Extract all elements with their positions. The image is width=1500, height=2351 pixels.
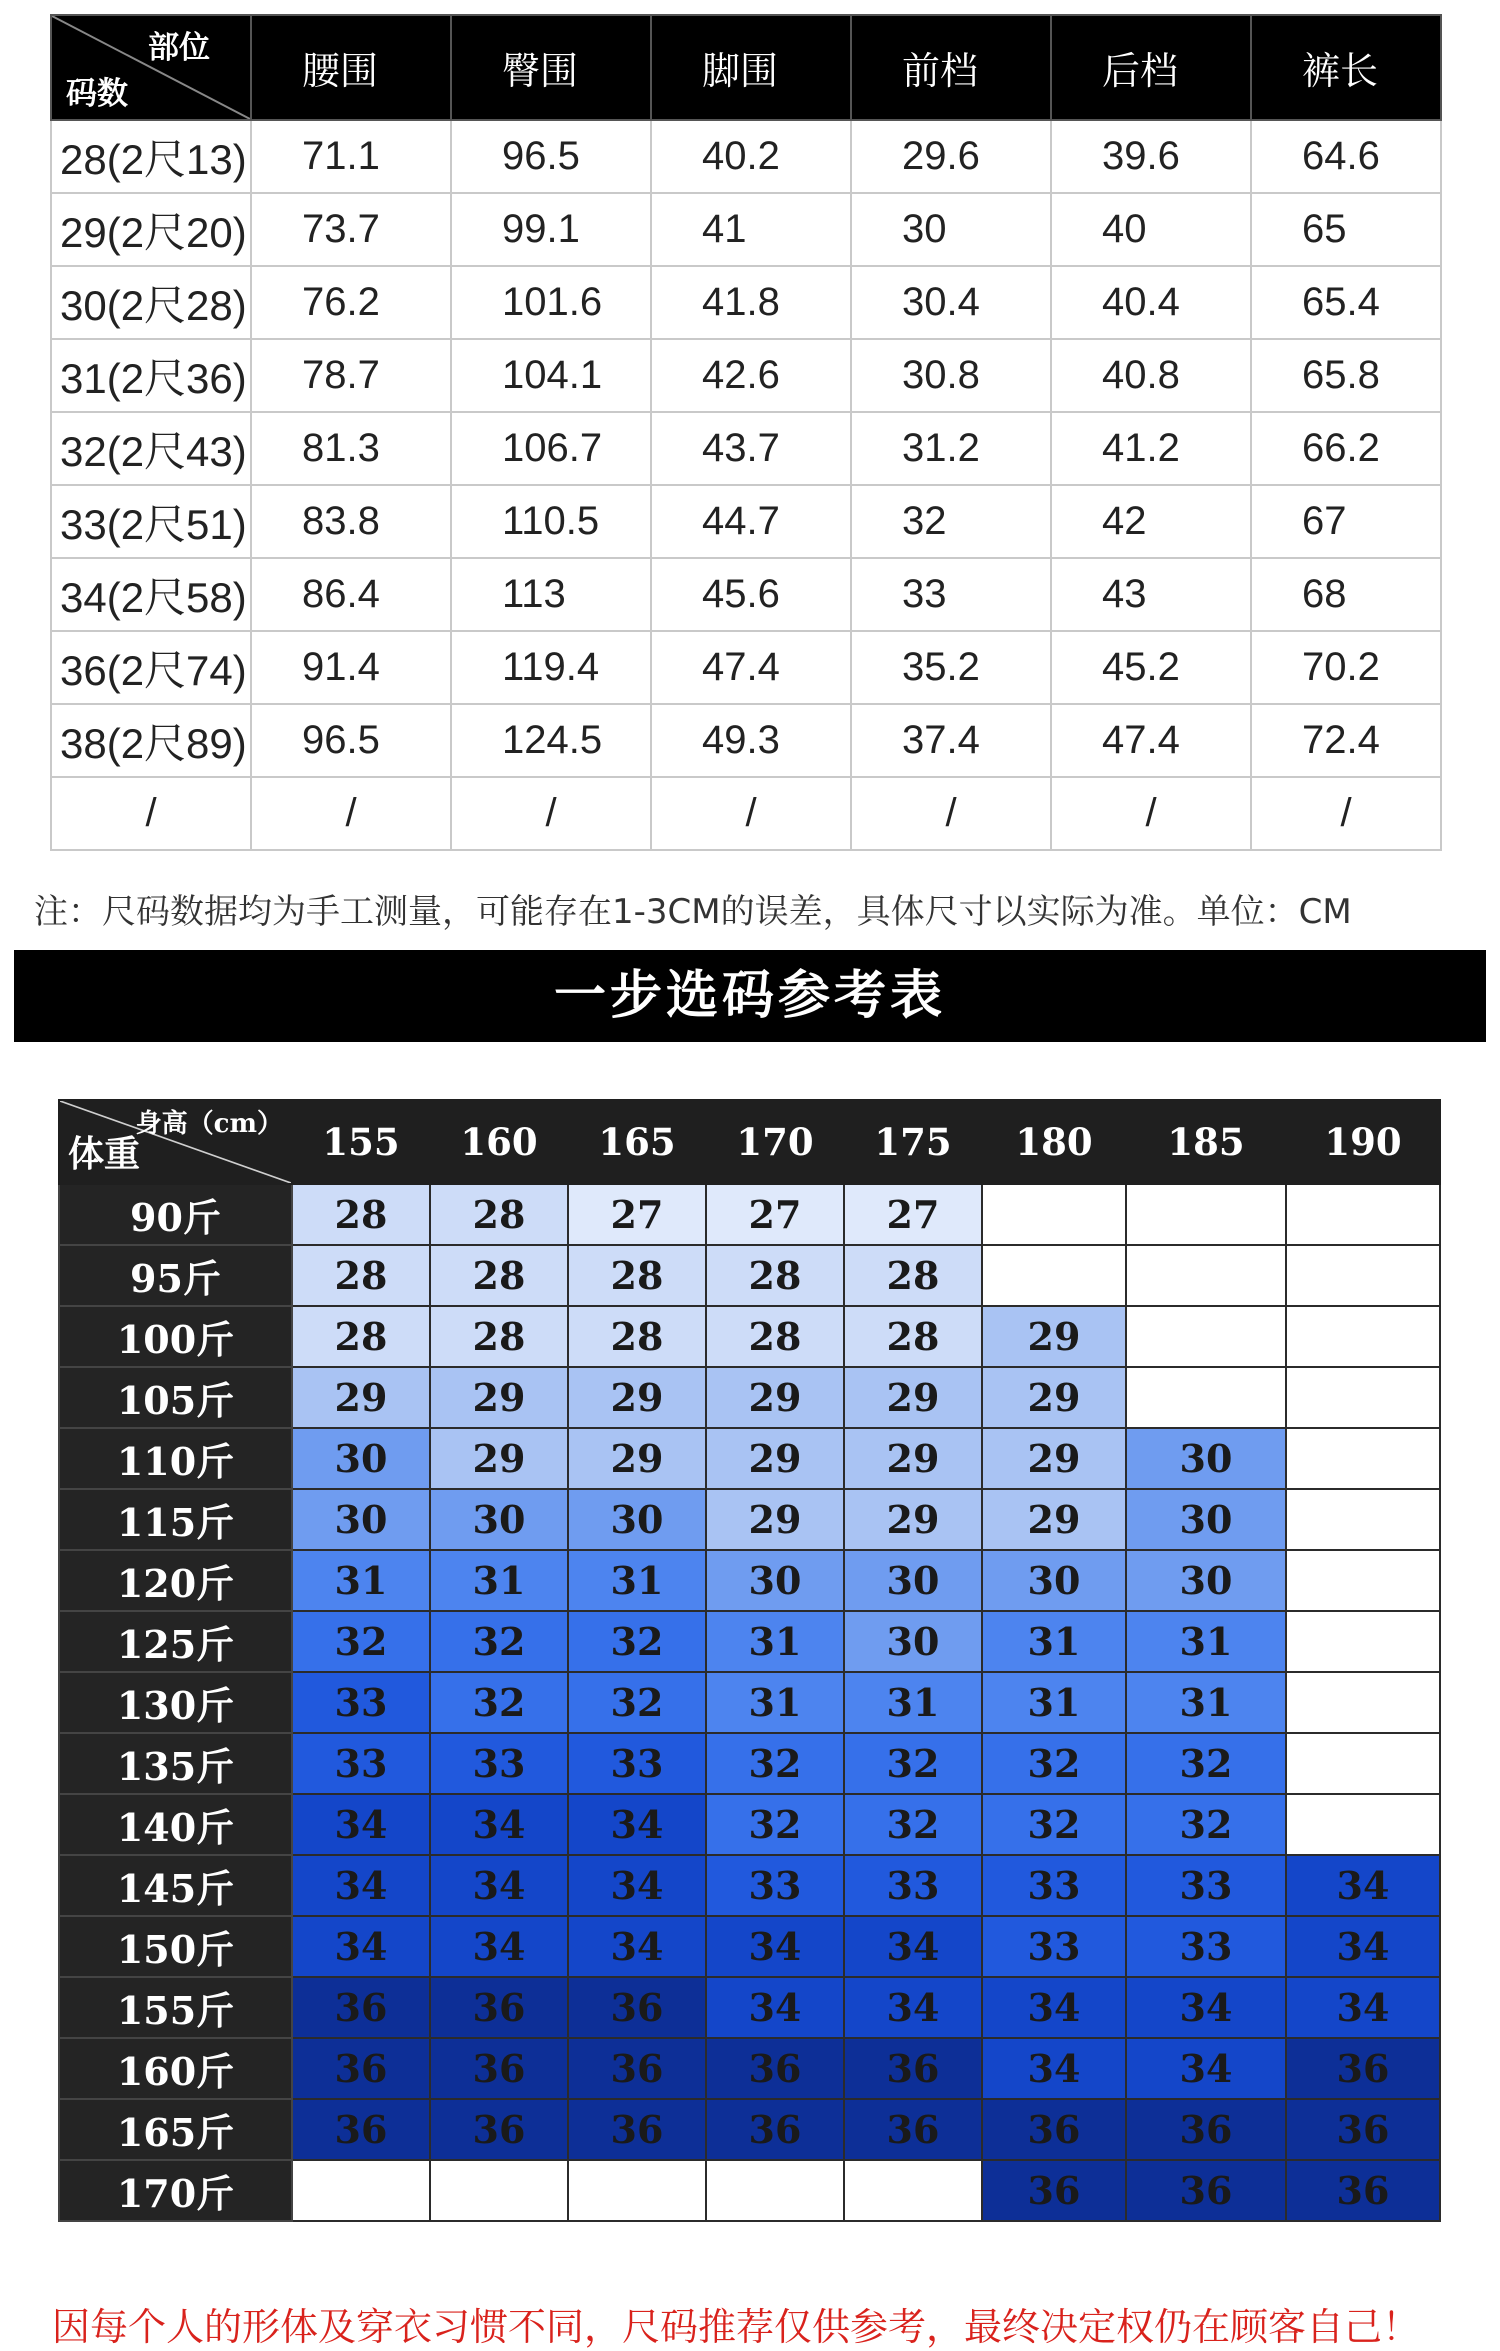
table-row — [59, 2099, 1440, 2160]
size-cell: 36 — [1126, 2160, 1286, 2221]
size-cell: 34 — [1286, 1855, 1440, 1916]
size-cell: 31 — [706, 1611, 844, 1672]
size-cell: 28 — [568, 1306, 706, 1367]
size-cell: 29 — [982, 1367, 1126, 1428]
size-cell: 34 — [430, 1916, 568, 1977]
table-row — [59, 1367, 1440, 1428]
measurement-cell: 124.5 — [451, 704, 651, 777]
measurement-cell: 96.5 — [251, 704, 451, 777]
measurement-cell: 43 — [1051, 558, 1251, 631]
size-cell: 30 — [982, 1550, 1126, 1611]
size-cell: 29 — [982, 1306, 1126, 1367]
height-header: 175 — [844, 1100, 982, 1184]
measurement-cell: 65 — [1251, 193, 1441, 266]
size-label: 38(2尺89) — [51, 704, 251, 777]
size-cell: 29 — [706, 1489, 844, 1550]
empty-cell — [1286, 1245, 1440, 1306]
size-cell: 30 — [844, 1550, 982, 1611]
size-cell: 36 — [706, 2099, 844, 2160]
table-row — [51, 120, 1441, 193]
empty-cell — [1286, 1489, 1440, 1550]
size-cell: 34 — [844, 1916, 982, 1977]
size-cell: 28 — [844, 1245, 982, 1306]
measurement-cell: 33 — [851, 558, 1051, 631]
size-recommendation-table — [58, 1099, 1441, 2222]
empty-cell — [1286, 1184, 1440, 1245]
size-cell: 32 — [292, 1611, 430, 1672]
weight-axis-label: 体重 — [68, 1133, 141, 1175]
size-cell: 30 — [706, 1550, 844, 1611]
empty-cell — [292, 2160, 430, 2221]
size-cell: 29 — [982, 1428, 1126, 1489]
height-header: 185 — [1126, 1100, 1286, 1184]
size-cell: 36 — [292, 2099, 430, 2160]
size-cell: 36 — [430, 2099, 568, 2160]
size-cell: 31 — [1126, 1672, 1286, 1733]
weight-label: 140斤 — [59, 1794, 292, 1855]
measurement-cell: 30.8 — [851, 339, 1051, 412]
measurement-cell: 71.1 — [251, 120, 451, 193]
measurement-cell: 67 — [1251, 485, 1441, 558]
table-row — [51, 412, 1441, 485]
empty-cell — [1286, 1550, 1440, 1611]
empty-cell — [568, 2160, 706, 2221]
size-cell: 29 — [706, 1428, 844, 1489]
size-label: 36(2尺74) — [51, 631, 251, 704]
measurement-cell: 40.8 — [1051, 339, 1251, 412]
empty-cell — [706, 2160, 844, 2221]
size-cell: 32 — [706, 1794, 844, 1855]
measurement-cell: 30 — [851, 193, 1051, 266]
table-row — [59, 1184, 1440, 1245]
measurement-cell: 41.2 — [1051, 412, 1251, 485]
measurement-cell: 37.4 — [851, 704, 1051, 777]
measurement-note: 注：尺码数据均为手工测量，可能存在1-3CM的误差，具体尺寸以实际为准。单位：CM — [34, 892, 1352, 932]
measurement-cell: 72.4 — [1251, 704, 1441, 777]
size-cell: 34 — [706, 1977, 844, 2038]
size-label: 30(2尺28) — [51, 266, 251, 339]
size-cell: 36 — [706, 2038, 844, 2099]
measurement-cell: 47.4 — [1051, 704, 1251, 777]
weight-label: 135斤 — [59, 1733, 292, 1794]
measurement-cell: 31.2 — [851, 412, 1051, 485]
header-corner-top: 部位 — [148, 30, 210, 65]
size-cell: 32 — [568, 1672, 706, 1733]
empty-cell — [1126, 1184, 1286, 1245]
measurement-cell: 41 — [651, 193, 851, 266]
weight-label: 110斤 — [59, 1428, 292, 1489]
size-cell: 30 — [292, 1428, 430, 1489]
size-cell: 28 — [706, 1245, 844, 1306]
empty-cell — [1286, 1611, 1440, 1672]
column-header: 脚围 — [651, 15, 851, 120]
measurement-cell: / — [851, 777, 1051, 850]
size-cell: 36 — [1126, 2099, 1286, 2160]
measurement-cell: 49.3 — [651, 704, 851, 777]
size-cell: 36 — [430, 1977, 568, 2038]
size-cell: 34 — [430, 1855, 568, 1916]
column-header: 后档 — [1051, 15, 1251, 120]
measurement-cell: 113 — [451, 558, 651, 631]
measurement-cell: 45.2 — [1051, 631, 1251, 704]
measurement-cell: 44.7 — [651, 485, 851, 558]
size-cell: 34 — [1126, 2038, 1286, 2099]
size-cell: 36 — [844, 2038, 982, 2099]
size-cell: 29 — [292, 1367, 430, 1428]
measurement-cell: 104.1 — [451, 339, 651, 412]
size-label: 32(2尺43) — [51, 412, 251, 485]
measurement-cell: 119.4 — [451, 631, 651, 704]
size-cell: 34 — [568, 1855, 706, 1916]
table-row — [59, 1245, 1440, 1306]
size-cell: 31 — [982, 1611, 1126, 1672]
size-cell: 31 — [292, 1550, 430, 1611]
size-cell: 28 — [430, 1245, 568, 1306]
weight-label: 155斤 — [59, 1977, 292, 2038]
size-cell: 33 — [430, 1733, 568, 1794]
empty-cell — [982, 1245, 1126, 1306]
measurement-cell: 29.6 — [851, 120, 1051, 193]
header-corner-cell — [51, 15, 251, 120]
size-label: / — [51, 777, 251, 850]
header-corner-bottom: 码数 — [66, 76, 128, 111]
size-cell: 34 — [568, 1794, 706, 1855]
size-cell: 36 — [568, 2099, 706, 2160]
measurement-cell: 32 — [851, 485, 1051, 558]
measurement-cell: 68 — [1251, 558, 1441, 631]
size-cell: 32 — [844, 1794, 982, 1855]
weight-label: 95斤 — [59, 1245, 292, 1306]
size-cell: 28 — [706, 1306, 844, 1367]
table-row — [59, 2038, 1440, 2099]
measurement-cell: 73.7 — [251, 193, 451, 266]
empty-cell — [1286, 1794, 1440, 1855]
size-cell: 30 — [1126, 1428, 1286, 1489]
measurement-cell: 65.8 — [1251, 339, 1441, 412]
empty-cell — [982, 1184, 1126, 1245]
size-cell: 32 — [982, 1733, 1126, 1794]
table-row — [51, 485, 1441, 558]
table-row — [59, 1672, 1440, 1733]
table-row — [51, 193, 1441, 266]
measurement-cell: 41.8 — [651, 266, 851, 339]
size-cell: 31 — [568, 1550, 706, 1611]
size-cell: 36 — [568, 1977, 706, 2038]
size-cell: 33 — [844, 1855, 982, 1916]
disclaimer-note: 因每个人的形体及穿衣习惯不同，尺码推荐仅供参考，最终决定权仍在顾客自己！ — [52, 2305, 1421, 2349]
size-cell: 32 — [568, 1611, 706, 1672]
size-cell: 30 — [568, 1489, 706, 1550]
weight-label: 165斤 — [59, 2099, 292, 2160]
size-cell: 28 — [430, 1184, 568, 1245]
measurement-cell: 30.4 — [851, 266, 1051, 339]
size-cell: 34 — [292, 1916, 430, 1977]
size-cell: 34 — [292, 1855, 430, 1916]
measurement-cell: 39.6 — [1051, 120, 1251, 193]
measurement-cell: 40.4 — [1051, 266, 1251, 339]
size-cell: 36 — [430, 2038, 568, 2099]
size-cell: 29 — [430, 1367, 568, 1428]
size-cell: 32 — [1126, 1794, 1286, 1855]
size-cell: 36 — [1286, 2099, 1440, 2160]
size-cell: 36 — [292, 2038, 430, 2099]
size-cell: 34 — [1286, 1977, 1440, 2038]
empty-cell — [844, 2160, 982, 2221]
size-cell: 33 — [982, 1855, 1126, 1916]
measurement-cell: / — [651, 777, 851, 850]
empty-cell — [1286, 1733, 1440, 1794]
table-row — [59, 1733, 1440, 1794]
table-row — [51, 777, 1441, 850]
size-label: 29(2尺20) — [51, 193, 251, 266]
size-cell: 36 — [292, 1977, 430, 2038]
size-label: 34(2尺58) — [51, 558, 251, 631]
height-header-row — [59, 1100, 1440, 1184]
size-cell: 34 — [292, 1794, 430, 1855]
height-header: 190 — [1286, 1100, 1440, 1184]
table-row — [59, 2160, 1440, 2221]
size-cell: 34 — [430, 1794, 568, 1855]
size-cell: 29 — [844, 1489, 982, 1550]
measurement-cell: 91.4 — [251, 631, 451, 704]
column-header: 臀围 — [451, 15, 651, 120]
size-cell: 28 — [430, 1306, 568, 1367]
table-row — [59, 1916, 1440, 1977]
size-cell: 33 — [982, 1916, 1126, 1977]
weight-label: 90斤 — [59, 1184, 292, 1245]
table-row — [51, 631, 1441, 704]
measurement-cell: 70.2 — [1251, 631, 1441, 704]
measurement-cell: / — [1251, 777, 1441, 850]
measurement-cell: 65.4 — [1251, 266, 1441, 339]
size-cell: 31 — [706, 1672, 844, 1733]
size-cell: 29 — [430, 1428, 568, 1489]
size-cell: 30 — [430, 1489, 568, 1550]
size-cell: 36 — [982, 2160, 1126, 2221]
size-cell: 27 — [706, 1184, 844, 1245]
measurement-cell: 81.3 — [251, 412, 451, 485]
measurement-cell: 42 — [1051, 485, 1251, 558]
measurement-cell: 110.5 — [451, 485, 651, 558]
size-label: 31(2尺36) — [51, 339, 251, 412]
size-cell: 31 — [1126, 1611, 1286, 1672]
size-cell: 33 — [292, 1672, 430, 1733]
measurement-cell: 64.6 — [1251, 120, 1441, 193]
recommendation-table-body — [59, 1100, 1440, 2221]
empty-cell — [1126, 1367, 1286, 1428]
measurement-cell: 78.7 — [251, 339, 451, 412]
size-cell: 31 — [982, 1672, 1126, 1733]
size-cell: 31 — [430, 1550, 568, 1611]
weight-label: 160斤 — [59, 2038, 292, 2099]
table-row — [59, 1977, 1440, 2038]
size-cell: 27 — [568, 1184, 706, 1245]
size-cell: 33 — [568, 1733, 706, 1794]
measurement-cell: 76.2 — [251, 266, 451, 339]
size-cell: 30 — [1126, 1489, 1286, 1550]
size-cell: 34 — [1126, 1977, 1286, 2038]
measurement-cell: 40.2 — [651, 120, 851, 193]
height-header: 155 — [292, 1100, 430, 1184]
weight-label: 170斤 — [59, 2160, 292, 2221]
height-header: 170 — [706, 1100, 844, 1184]
size-cell: 29 — [982, 1489, 1126, 1550]
size-cell: 33 — [292, 1733, 430, 1794]
height-axis-label: 身高（cm） — [135, 1109, 283, 1139]
size-cell: 36 — [1286, 2160, 1440, 2221]
size-cell: 30 — [844, 1611, 982, 1672]
measurement-cell: 96.5 — [451, 120, 651, 193]
measurement-cell: 43.7 — [651, 412, 851, 485]
size-cell: 33 — [1126, 1855, 1286, 1916]
measurement-cell: 106.7 — [451, 412, 651, 485]
measurement-cell: 99.1 — [451, 193, 651, 266]
size-cell: 30 — [1126, 1550, 1286, 1611]
size-cell: 29 — [706, 1367, 844, 1428]
weight-label: 150斤 — [59, 1916, 292, 1977]
empty-cell — [1126, 1306, 1286, 1367]
size-label: 33(2尺51) — [51, 485, 251, 558]
weight-label: 125斤 — [59, 1611, 292, 1672]
measurement-cell: / — [251, 777, 451, 850]
size-cell: 32 — [844, 1733, 982, 1794]
measurement-cell: 47.4 — [651, 631, 851, 704]
size-cell: 28 — [844, 1306, 982, 1367]
table-row — [59, 1550, 1440, 1611]
weight-label: 105斤 — [59, 1367, 292, 1428]
size-cell: 36 — [1286, 2038, 1440, 2099]
size-cell: 36 — [982, 2099, 1126, 2160]
size-measurement-table — [50, 14, 1442, 851]
table-row — [59, 1428, 1440, 1489]
table-row — [51, 339, 1441, 412]
size-cell: 34 — [982, 1977, 1126, 2038]
size-cell: 36 — [568, 2038, 706, 2099]
size-cell: 32 — [982, 1794, 1126, 1855]
size-cell: 29 — [844, 1367, 982, 1428]
table-row — [59, 1306, 1440, 1367]
weight-label: 130斤 — [59, 1672, 292, 1733]
column-header: 裤长 — [1251, 15, 1441, 120]
table-row — [59, 1611, 1440, 1672]
size-cell: 27 — [844, 1184, 982, 1245]
table-row — [59, 1855, 1440, 1916]
size-cell: 28 — [292, 1184, 430, 1245]
size-cell: 29 — [844, 1428, 982, 1489]
size-cell: 33 — [706, 1855, 844, 1916]
table-row — [51, 266, 1441, 339]
size-cell: 30 — [292, 1489, 430, 1550]
corner-cell — [59, 1100, 292, 1184]
empty-cell — [1286, 1672, 1440, 1733]
measurement-cell: 66.2 — [1251, 412, 1441, 485]
measurement-cell: 35.2 — [851, 631, 1051, 704]
measurement-cell: 42.6 — [651, 339, 851, 412]
height-header: 160 — [430, 1100, 568, 1184]
size-table-body — [51, 15, 1441, 850]
table-row — [51, 558, 1441, 631]
measurement-cell: / — [451, 777, 651, 850]
table-row — [51, 704, 1441, 777]
empty-cell — [1286, 1367, 1440, 1428]
column-header: 腰围 — [251, 15, 451, 120]
empty-cell — [430, 2160, 568, 2221]
size-cell: 28 — [292, 1245, 430, 1306]
empty-cell — [1286, 1428, 1440, 1489]
size-cell: 32 — [430, 1611, 568, 1672]
size-table-header — [51, 15, 1441, 120]
measurement-cell: 83.8 — [251, 485, 451, 558]
empty-cell — [1126, 1245, 1286, 1306]
column-header: 前档 — [851, 15, 1051, 120]
table-row — [59, 1489, 1440, 1550]
size-cell: 33 — [1126, 1916, 1286, 1977]
measurement-cell: 40 — [1051, 193, 1251, 266]
measurement-cell: 101.6 — [451, 266, 651, 339]
size-cell: 34 — [706, 1916, 844, 1977]
size-cell: 28 — [568, 1245, 706, 1306]
weight-label: 145斤 — [59, 1855, 292, 1916]
weight-label: 115斤 — [59, 1489, 292, 1550]
size-cell: 34 — [982, 2038, 1126, 2099]
size-cell: 29 — [568, 1367, 706, 1428]
weight-label: 100斤 — [59, 1306, 292, 1367]
size-cell: 36 — [844, 2099, 982, 2160]
size-cell: 34 — [1286, 1916, 1440, 1977]
size-cell: 28 — [292, 1306, 430, 1367]
size-cell: 31 — [844, 1672, 982, 1733]
size-label: 28(2尺13) — [51, 120, 251, 193]
measurement-cell: 86.4 — [251, 558, 451, 631]
size-cell: 34 — [844, 1977, 982, 2038]
size-cell: 32 — [706, 1733, 844, 1794]
empty-cell — [1286, 1306, 1440, 1367]
size-cell: 32 — [430, 1672, 568, 1733]
weight-label: 120斤 — [59, 1550, 292, 1611]
height-header: 180 — [982, 1100, 1126, 1184]
measurement-cell: / — [1051, 777, 1251, 850]
size-cell: 34 — [568, 1916, 706, 1977]
measurement-cell: 45.6 — [651, 558, 851, 631]
table-row — [59, 1794, 1440, 1855]
size-cell: 29 — [568, 1428, 706, 1489]
height-header: 165 — [568, 1100, 706, 1184]
size-guide-banner: 一步选码参考表 — [14, 950, 1486, 1042]
size-cell: 32 — [1126, 1733, 1286, 1794]
